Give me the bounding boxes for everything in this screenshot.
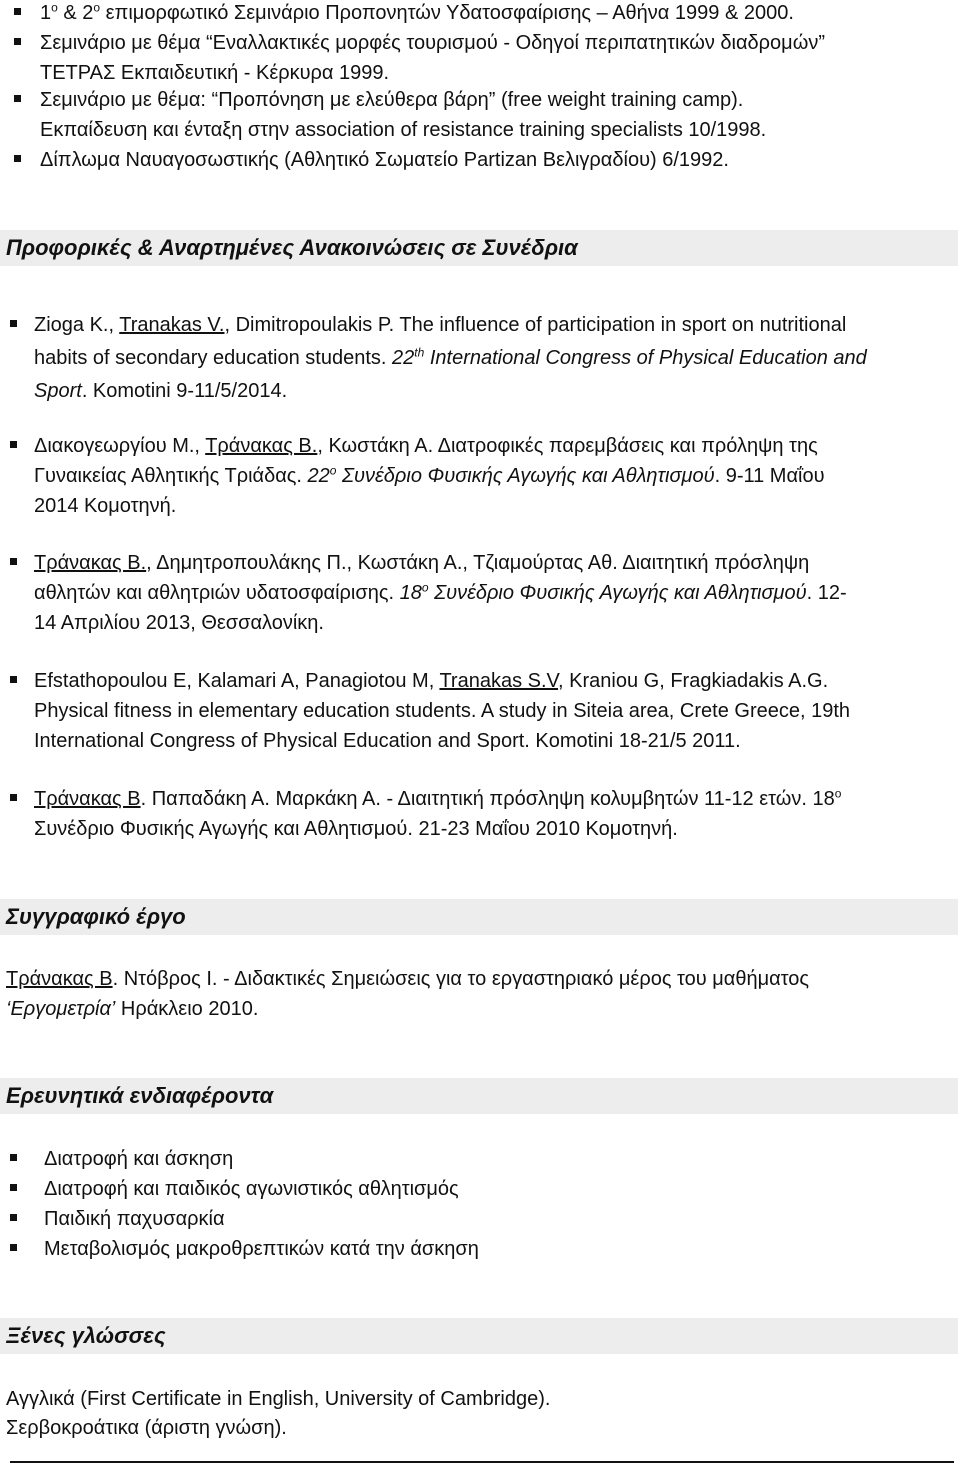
section-heading-interests xyxy=(0,1078,958,1114)
text: Διατροφή και παιδικός αγωνιστικός αθλητισμός xyxy=(44,1178,459,1200)
text: Εκπαίδευση και ένταξη στην association of resistance training specialists 10/1998. xyxy=(40,119,767,141)
bullet xyxy=(14,95,21,102)
text: . 12- xyxy=(806,582,847,604)
interest-item xyxy=(44,1144,233,1174)
text: Ηράκλειο 2010. xyxy=(115,998,259,1020)
text: International Congress of Physical Education and xyxy=(424,347,867,369)
text: Δίπλωμα Ναυαγοσωστικής (Αθλητικό Σωματείο Partizan Βελιγραδίου) 6/1992. xyxy=(40,149,729,171)
text: . Παπαδάκη Α. Μαρκάκη Α. - Διαιτητική πρόσληψη κολυμβητών 11-12 ετών. 18 xyxy=(140,788,835,810)
seminar-item-3-line-2 xyxy=(40,115,766,145)
text: Συνέδριο Φυσικής Αγωγής και Αθλητισμού xyxy=(428,582,807,604)
text: Sport xyxy=(34,380,82,402)
superscript: ο xyxy=(93,0,101,15)
talk-2-line-2 xyxy=(34,461,825,491)
seminar-item-1 xyxy=(40,0,794,28)
bullet xyxy=(10,558,17,565)
talk-5-line-2 xyxy=(34,814,678,844)
bullet xyxy=(10,1214,17,1221)
talk-3-line-3 xyxy=(34,608,324,638)
text: 22 xyxy=(392,347,415,369)
text: Efstathopoulou E, Kalamari A, Panagiotou M, xyxy=(34,670,440,692)
superscript: ο xyxy=(329,463,337,478)
language-item xyxy=(6,1384,550,1414)
text: Σεμινάριο με θέμα: “Προπόνηση με ελεύθερα βάρη” (free weight training camp). xyxy=(40,89,744,111)
text: , Κωστάκη Α. Διατροφικές παρεμβάσεις και πρόληψη της xyxy=(317,435,818,457)
text: 18 xyxy=(399,582,422,604)
author-underlined: Τράνακας Β xyxy=(34,788,141,810)
heading-text: Συγγραφικό έργο xyxy=(6,904,186,929)
talk-1-line-1 xyxy=(34,310,846,340)
bullet xyxy=(14,38,21,45)
bullet xyxy=(10,1244,17,1251)
text: , Δημητροπουλάκης Π., Κωστάκη Α., Τζιαμούρτας Αθ. Διαιτητική πρόσληψη xyxy=(146,552,810,574)
heading-text: Προφορικές & Αναρτημένες Ανακοινώσεις σε Συνέδρια xyxy=(6,235,578,260)
talk-4-line-3 xyxy=(34,726,741,756)
talk-1-line-2 xyxy=(34,343,867,373)
talk-5-line-1 xyxy=(34,784,841,814)
superscript: th xyxy=(414,345,425,360)
seminar-item-2-line-1 xyxy=(40,28,952,58)
text: Συνέδριο Φυσικής Αγωγής και Αθλητισμού xyxy=(336,465,715,487)
text: Συνέδριο Φυσικής Αγωγής και Αθλητισμού. 21-23 Μαΐου 2010 Κομοτηνή. xyxy=(34,818,678,840)
text: 1 xyxy=(40,2,52,24)
talk-3-line-1 xyxy=(34,548,809,578)
text: ΤΕΤΡΑΣ Εκπαιδευτική - Κέρκυρα 1999. xyxy=(40,62,390,84)
author-underlined: Tranakas V. xyxy=(119,314,225,336)
interest-item xyxy=(44,1174,459,1204)
writing-line-2 xyxy=(6,994,258,1024)
bullet xyxy=(10,320,17,327)
seminar-item-4 xyxy=(40,145,729,175)
text: Zioga K., xyxy=(34,314,120,336)
superscript: ο xyxy=(51,0,58,15)
talk-4-line-2 xyxy=(34,696,850,726)
text: 2014 Κομοτηνή. xyxy=(34,495,177,517)
text: αθλητών και αθλητριών υδατοσφαίρισης. xyxy=(34,582,400,604)
superscript: ο xyxy=(834,786,842,801)
text: , Kraniou G, Fragkiadakis A.G. xyxy=(558,670,829,692)
talk-2-line-3 xyxy=(34,491,176,521)
bottom-rule xyxy=(10,1461,954,1463)
text: Διακογεωργίου Μ., xyxy=(34,435,206,457)
author-underlined: Τράνακας Β. xyxy=(205,435,318,457)
text: . 9-11 Μαΐου xyxy=(714,465,825,487)
author-underlined: Tranakas S.V xyxy=(439,670,559,692)
text: Σερβοκροάτικα (άριστη γνώση). xyxy=(6,1417,287,1439)
text: . Ντόβρος Ι. - Διδακτικές Σημειώσεις για το εργαστηριακό μέρος του μαθήματος xyxy=(112,968,810,990)
text: επιμορφωτικό Σεμινάριο Προπονητών Υδατοσφαίρισης – Αθήνα 1999 & 2000. xyxy=(100,2,794,24)
bullet xyxy=(10,441,17,448)
talk-4-line-1 xyxy=(34,666,828,696)
bullet xyxy=(10,1184,17,1191)
text: Παιδική παχυσαρκία xyxy=(44,1208,225,1230)
heading-text: Ερευνητικά ενδιαφέροντα xyxy=(6,1083,274,1108)
talk-2-line-1 xyxy=(34,431,818,461)
bullet xyxy=(10,1154,17,1161)
interest-item xyxy=(44,1204,225,1234)
bullet xyxy=(10,676,17,683)
text: 22 xyxy=(307,465,330,487)
text: , Dimitropoulakis P. The influence of participation in sport on nutritional xyxy=(224,314,847,336)
bullet xyxy=(14,155,21,162)
text: International Congress of Physical Education and Sport. Komotini 18-21/5 2011. xyxy=(34,730,741,752)
interest-item xyxy=(44,1234,479,1264)
heading-text: Ξένες γλώσσες xyxy=(6,1323,166,1348)
text: . Komotini 9-11/5/2014. xyxy=(81,380,288,402)
section-heading-languages xyxy=(0,1318,958,1354)
text: habits of secondary education students. xyxy=(34,347,393,369)
text: Μεταβολισμός μακροθρεπτικών κατά την άσκηση xyxy=(44,1238,479,1260)
text: Γυναικείας Αθλητικής Τριάδας. xyxy=(34,465,308,487)
superscript: ο xyxy=(421,580,429,595)
section-heading-talks xyxy=(0,230,958,266)
author-underlined: Τράνακας Β. xyxy=(34,552,147,574)
text: Σεμινάριο με θέμα “Εναλλακτικές μορφές τουρισμού - Οδηγοί περιπατητικών διαδρομών” xyxy=(40,32,825,54)
author-underlined: Τράνακας Β xyxy=(6,968,113,990)
seminar-item-2-line-2 xyxy=(40,58,389,88)
text: Αγγλικά (First Certificate in English, University of Cambridge). xyxy=(6,1388,551,1410)
language-item xyxy=(6,1413,287,1443)
seminar-item-3-line-1 xyxy=(40,85,743,115)
talk-3-line-2 xyxy=(34,578,847,608)
bullet xyxy=(10,794,17,801)
writing-line-1 xyxy=(6,964,809,994)
text: & 2 xyxy=(57,2,94,24)
text: Physical fitness in elementary education students. A study in Siteia area, Crete Greece, 19th xyxy=(34,700,851,722)
text: 14 Απριλίου 2013, Θεσσαλονίκη. xyxy=(34,612,324,634)
text: ‘Εργομετρία’ xyxy=(6,998,116,1020)
section-heading-writing xyxy=(0,899,958,935)
bullet xyxy=(14,8,21,15)
talk-1-line-3 xyxy=(34,376,287,406)
text: Διατροφή και άσκηση xyxy=(44,1148,234,1170)
